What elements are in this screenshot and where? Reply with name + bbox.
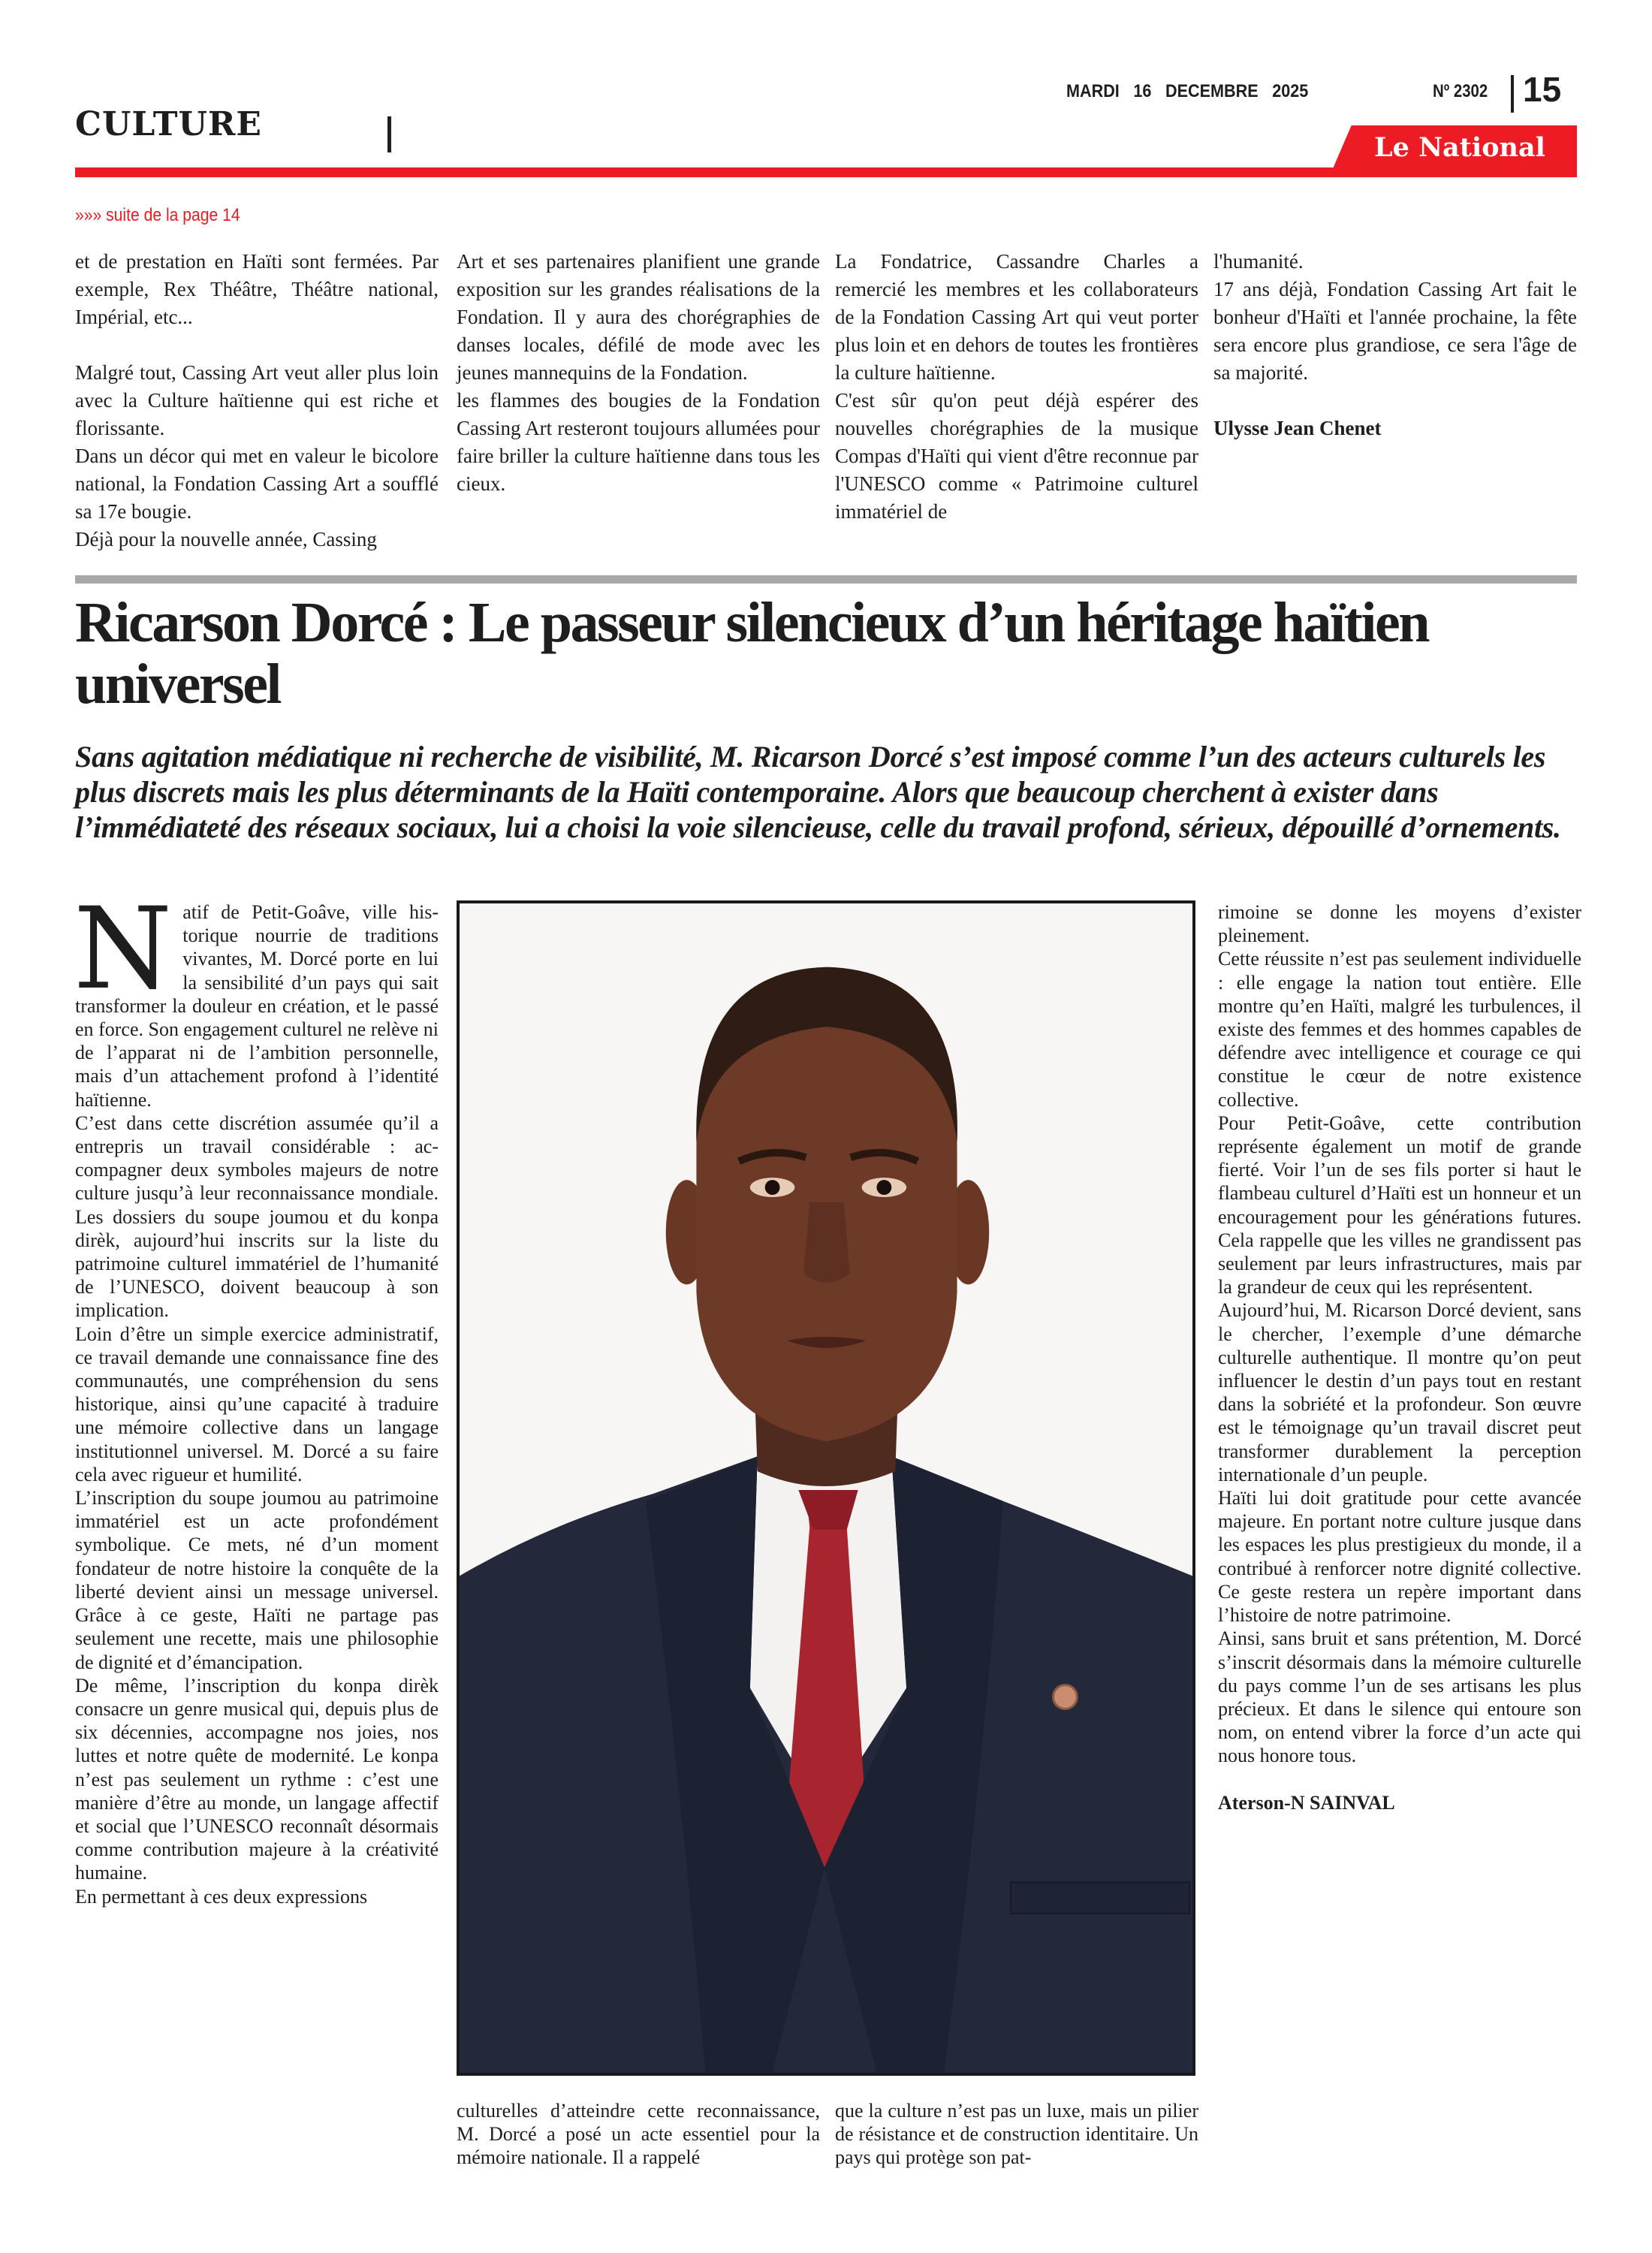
paragraph: Déjà pour la nouvelle année, Cassing [75,528,377,550]
left-pupil [765,1180,780,1195]
paragraph: Cette réussite n’est pas seulement individuelle : elle engage la nation tout entière. Elle montre qu’en Haïti, malgré les turbulences, il existe des femmes et des hommes capables de défendre avec intelligence et courage ce qui constitue le cœur de notre existence collective. [1218,948,1581,1111]
article-column-4 [1218,900,1581,1814]
paragraph: La Fondatrice, Cassandre Charles a remercié les membres et les collaborateurs de la Fondation Cassing Art qui veut porter plus loin et en dehors de toutes les frontières la culture haïtienne. [835,250,1198,384]
drop-cap: N [74,884,173,1015]
paragraph: rimoine se donne les moyens d’exister pleinement. [1218,901,1581,947]
prev-article-byline: Ulysse Jean Chenet [1213,417,1382,439]
publication-date: MARDI 16 DECEMBRE 2025 [1066,81,1309,101]
paragraph: Malgré tout, Cassing Art veut aller plus loin avec la Culture haïtienne qui est riche et florissante. [75,361,439,439]
paragraph: Aujourd’hui, M. Ricarson Dorcé devient, sans le chercher, l’exemple d’une démarche culturelle authentique. Il montre qu’on peut influencer le destin d’un pays tout en restant dans la sobriété et la profondeur. Son œuvre est le témoignage qu’un travail discret peut transformer durablement la perception internationale d’un peuple. [1218,1299,1581,1485]
paragraph-gap [75,331,439,359]
paragraph: Pour Petit-Goâve, cette contribution représente également un motif de grande fierté. Voir l’un de ses fils porter si haut le flambeau culturel d’Haïti est un honneur et un encouragement pour les générations futures. Cela rappelle que les villes ne grandissent pas seulement par leurs infrastructures, mais par la grandeur de ceux qui les représentent. [1218,1111,1581,1298]
article-column-2 [457,2099,820,2170]
section-label: CULTURE [75,105,262,143]
lapel-pin [1054,1685,1078,1709]
portrait-illustration [460,903,1192,2073]
paragraph: l'humanité. [1213,250,1304,273]
nose [803,1202,849,1283]
brand-logo-text: Le National [1374,132,1545,163]
continued-from-link[interactable]: »»» suite de la page 14 [75,205,240,225]
paragraph: C'est sûr qu'on peut déjà espérer des nouvelles chorégraphies de la musique Compas d'Haïti qui vient d'être reconnue par l'UNESCO comme « Patrimoine culturel immatériel de [835,389,1198,523]
breast-pocket [1011,1882,1189,1914]
paragraph: 17 ans déjà, Fondation Cassing Art fait le bonheur d'Haïti et l'année prochaine, la fête sera encore plus grandiose, ce sera l'âge de sa majorité. [1213,278,1577,384]
paragraph: les flammes des bougies de la Fondation Cassing Art resteront toujours allumées pour faire briller la culture haïtienne dans tous les cieux. [457,389,820,495]
right-pupil [876,1180,891,1195]
article-divider [75,575,1577,584]
paragraph: L’inscription du soupe joumou au patrimoine immatériel est un acte profondément symbolique. Ce mets, né d’un moment fondateur de notre histoire la conquête de la liberté devient ainsi un message universel. Grâce à ce geste, Haïti ne partage pas seulement une recette, mais une philosophie de dignité et d’émancipation. [75,1487,439,1673]
paragraph: Loin d’être un simple exercice administratif, ce travail demande une connaissance fine des communautés, une compréhension du sens historique, ainsi qu’une capacité à traduire une mémoire collective dans un langage institutionnel universel. M. Dorcé a su faire cela avec rigueur et humilité. [75,1323,439,1485]
paragraph: culturelles d’atteindre cette reconnaissance, M. Dorcé a posé un acte essentiel pour la mémoire nationale. Il a rappelé [457,2100,820,2169]
article-headline: Ricarson Dorcé : Le passeur silencieux d’un héritage haïtien universel [75,591,1428,716]
paragraph: C’est dans cette discrétion assumée qu’il a entrepris un travail considérable : accompagner deux symboles majeurs de notre culture jusqu’à leur reconnaissance mondiale. Les dossiers du soupe joumou et du konpa dirèk, aujourd’hui inscrits sur la liste du patrimoine culturel immatériel de l’humanité de l’UNESCO, doivent beaucoup à son implication. [75,1111,439,1322]
paragraph: Ainsi, sans bruit et sans prétention, M. Dorcé s’inscrit désormais dans la mémoire culturelle du pays comme l’un de ses artisans les plus précieux. Et dans le silence qui entoure son nom, on entend vibrer la force d’un acte qui nous honore tous. [1218,1627,1581,1767]
paragraph: et de prestation en Haïti sont fermées. Par exemple, Rex Théâtre, Théâtre national, Impérial, etc... [75,250,439,328]
paragraph: De même, l’inscription du konpa dirèk consacre un genre musical qui, depuis plus de six décennies, accompagne nos joies, nos luttes et notre quête de modernité. Le konpa n’est pas seulement un rythme : c’est une manière d’être au monde, un langage affectif et social que l’UNESCO reconnaît désormais comme contribution majeure à la créativité humaine. [75,1674,439,1884]
prev-article-column-4 [1213,248,1577,442]
article-column-3 [835,2099,1198,2170]
paragraph: que la culture n’est pas un luxe, mais un pilier de résistance et de construction identitaire. Un pays qui protège son pat- [835,2100,1198,2169]
article-column-1 [74,884,439,1908]
portrait-photo [457,900,1195,2076]
page-number-separator [1511,75,1514,113]
article-standfirst: Sans agitation médiatique ni recherche de visibilité, M. Ricarson Dorcé s’est imposé comme l’un des acteurs culturels les plus discrets mais les plus déterminants de la Haïti contemporaine. Alors que beaucoup cherchent à exister dans l’immédiateté des réseaux sociaux, lui a choisi la voie silencieuse, celle du travail profond, sérieux, dépouillé d’ornements. [75,740,1561,844]
section-separator [387,116,391,152]
article-byline: Aterson-N SAINVAL [1218,1791,1395,1814]
paragraph: Haïti lui doit gratitude pour cette avancée majeure. En portant notre culture jusque dans les espaces les plus prestigieux du monde, il a contribué à renforcer notre dignité collective. Ce geste restera un repère important dans l’histoire de notre patrimoine. [1218,1487,1581,1627]
paragraph: Dans un décor qui met en valeur le bicolore national, la Fondation Cassing Art a soufflé sa 17e bougie. [75,445,439,523]
paragraph: atif de Petit-Goâve, ville historique nourrie de traditions vivantes, M. Dorcé porte en lui la sensibilité d’un pays qui sait transformer la douleur en création, et le passé en force. Son engagement culturel ne relève ni de l’apparat ni de l’ambition personnelle, mais d’un attachement profond à l’identité haïtienne. [75,901,439,1111]
page-number: 15 [1523,70,1562,109]
paragraph: Art et ses partenaires planifient une grande exposition sur les grandes réalisations de la Fondation. Il y aura des chorégraphies de danses locales, défilé de mode avec les jeunes mannequins de la Fondation. [457,250,820,384]
prev-article-column-3 [835,248,1198,526]
prev-article-column-1 [75,248,439,553]
prev-article-column-2 [457,248,820,498]
issue-number: Nº 2302 [1433,81,1488,101]
paragraph: En permettant à ces deux expressions [75,1885,368,1908]
